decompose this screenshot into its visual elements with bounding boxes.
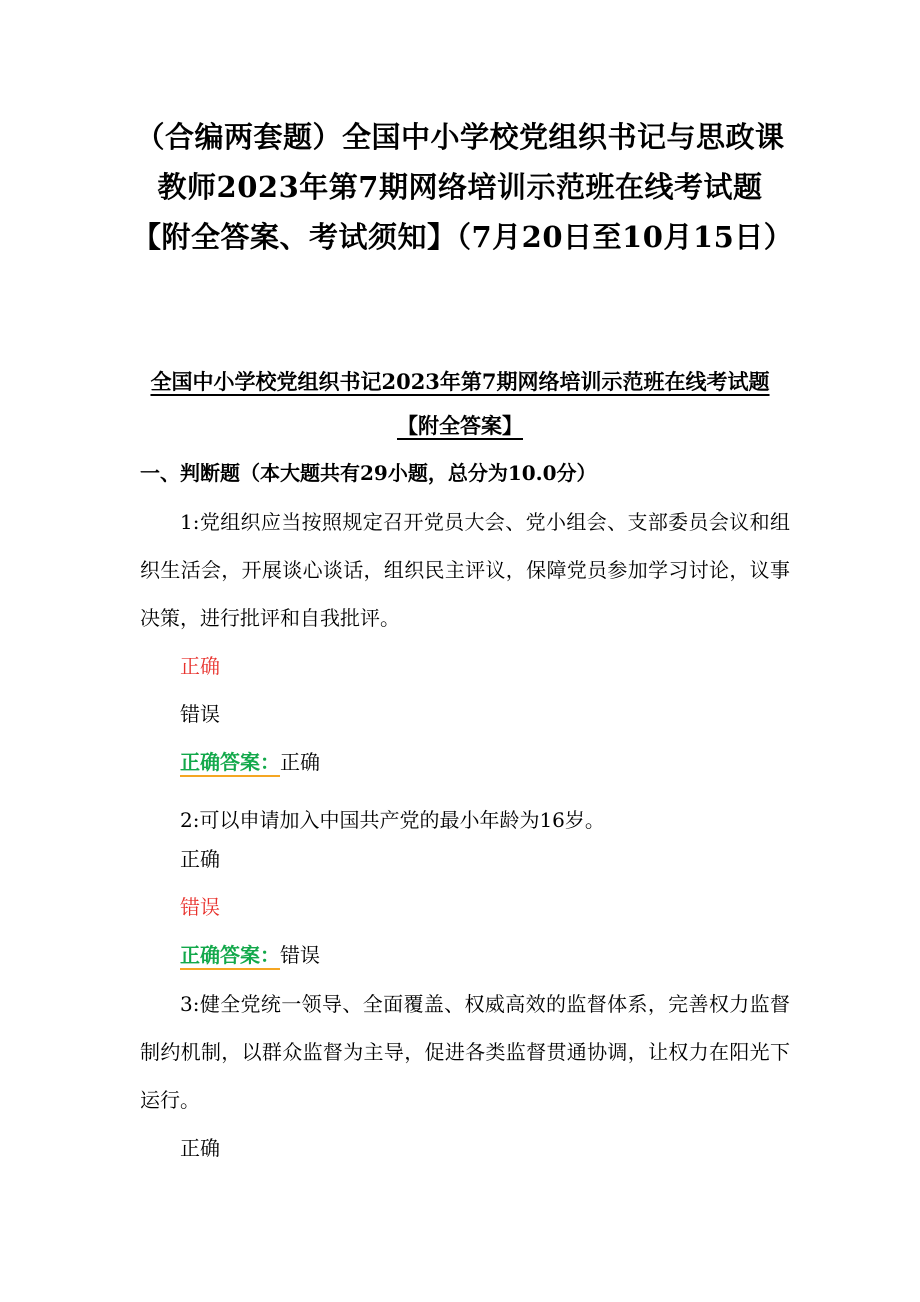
answer-label: 正确答案： bbox=[180, 943, 280, 970]
question-2-answer-value: 错误 bbox=[280, 943, 320, 967]
question-1-answer bbox=[180, 747, 320, 777]
question-1-text: 1:党组织应当按照规定召开党员大会、党小组会、支部委员会议和组织生活会，开展谈心谈话，组织民主评议，保障党员参加学习讨论，议事决策，进行批评和自我批评。 bbox=[140, 510, 790, 630]
question-3-option-true: 正确 bbox=[180, 1136, 220, 1160]
exam-subtitle-line-2: 【附全答案】 bbox=[397, 413, 523, 438]
question-2-option-false: 错误 bbox=[180, 895, 220, 919]
question-2-option-true: 正确 bbox=[180, 847, 220, 871]
question-1-option-true: 正确 bbox=[180, 654, 220, 678]
exam-subtitle-line-1: 全国中小学校党组织书记2023年第7期网络培训示范班在线考试题 bbox=[150, 369, 770, 394]
section-heading: 一、判断题（本大题共有29小题，总分为10.0分） bbox=[140, 461, 597, 485]
document-title: （合编两套题）全国中小学校党组织书记与思政课教师2023年第7期网络培训示范班在线考试题【附全答案、考试须知】（7月20日至10月15日） bbox=[132, 120, 794, 254]
question-2-text: 2:可以申请加入中国共产党的最小年龄为16岁。 bbox=[180, 808, 605, 832]
answer-label: 正确答案： bbox=[180, 750, 280, 777]
exam-subtitle bbox=[132, 360, 788, 448]
question-1-answer-value: 正确 bbox=[280, 750, 320, 774]
question-2-answer bbox=[180, 940, 320, 970]
question-3-text: 3:健全党统一领导、全面覆盖、权威高效的监督体系，完善权力监督制约机制，以群众监督为主导，促进各类监督贯通协调，让权力在阳光下运行。 bbox=[140, 992, 790, 1112]
question-1-option-false: 错误 bbox=[180, 702, 220, 726]
